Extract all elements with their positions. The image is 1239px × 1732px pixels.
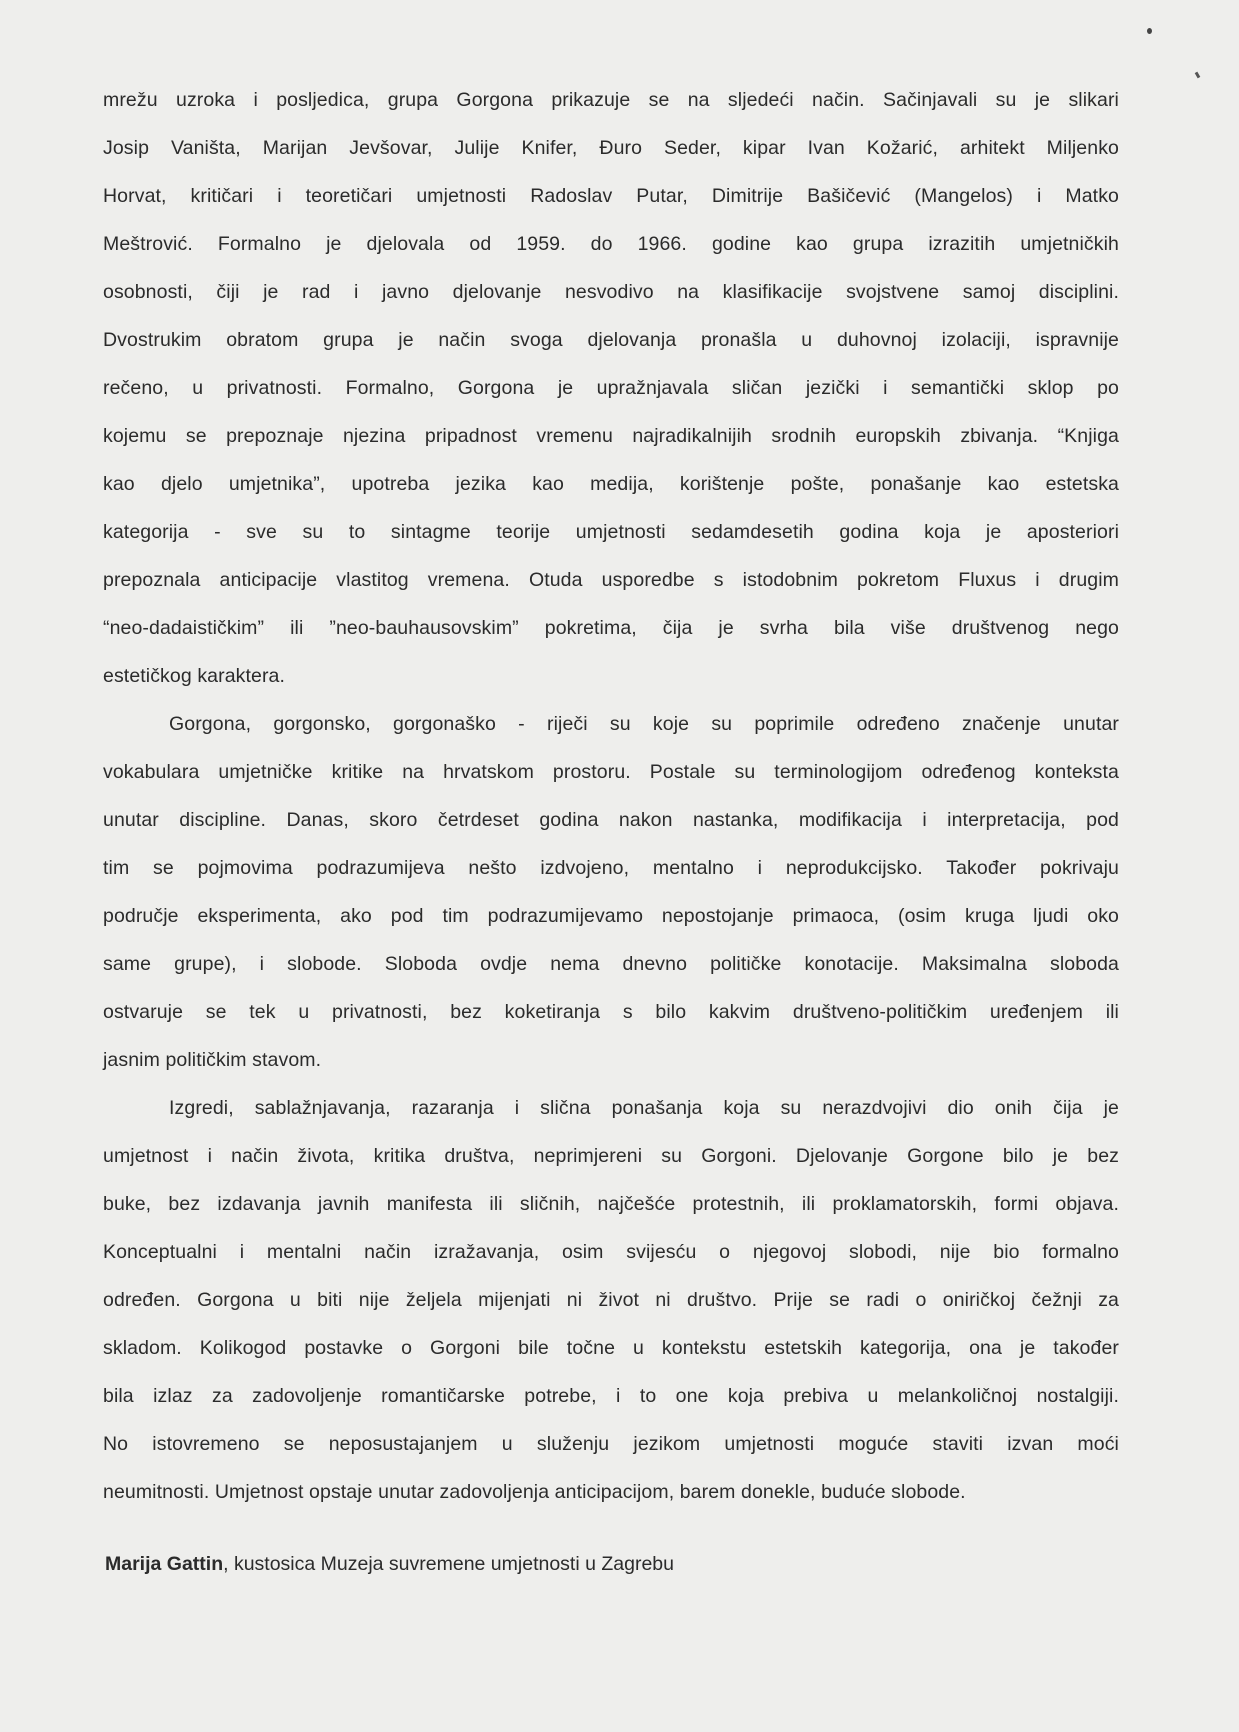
text-line: prepoznala anticipacije vlastitog vremena. Otuda usporedbe s istodobnim pokretom Fluxus i drugim [103, 569, 1119, 591]
text-line: područje eksperimenta, ako pod tim podrazumijevamo nepostojanje primaoca, (osim kruga ljudi oko [103, 905, 1119, 927]
text-line: Gorgona, gorgonsko, gorgonaško - riječi su koje su poprimile određeno značenje unutar [169, 713, 1119, 735]
text-line: Meštrović. Formalno je djelovala od 1959. do 1966. godine kao grupa izrazitih umjetničkih [103, 233, 1119, 255]
author-name: Marija Gattin [105, 1553, 224, 1575]
text-line: kategorija - sve su to sintagme teorije umjetnosti sedamdesetih godina koja je aposteriori [103, 521, 1119, 543]
text-line: unutar discipline. Danas, skoro četrdeset godina nakon nastanka, modifikacija i interpretacija, pod [103, 809, 1119, 831]
text-line: jasnim političkim stavom. [103, 1049, 322, 1071]
text-line: mrežu uzroka i posljedica, grupa Gorgona prikazuje se na sljedeći način. Sačinjavali su je slikari [103, 89, 1119, 111]
text-line: Josip Vaništa, Marijan Jevšovar, Julije Knifer, Đuro Seder, kipar Ivan Kožarić, arhitekt Miljenko [103, 137, 1119, 159]
text-line: estetičkog karaktera. [103, 665, 286, 687]
text-line: “neo-dadaističkim” ili ”neo-bauhausovskim” pokretima, čija je svrha bila više društvenog nego [103, 617, 1119, 639]
text-line: rečeno, u privatnosti. Formalno, Gorgona je upražnjavala sličan jezički i semantički sklop po [103, 377, 1119, 399]
author-signature [105, 1540, 674, 1588]
paragraph-2 [103, 700, 1119, 1084]
text-line: skladom. Kolikogod postavke o Gorgoni bile točne u kontekstu estetskih kategorija, ona je također [103, 1337, 1119, 1359]
text-line: Dvostrukim obratom grupa je način svoga djelovanja pronašla u duhovnoj izolaciji, ispravnije [103, 329, 1119, 351]
paragraph-1 [103, 76, 1119, 700]
text-line: bila izlaz za zadovoljenje romantičarske potrebe, i to one koja prebiva u melankoličnoj nostalgiji. [103, 1385, 1119, 1407]
text-line: Konceptualni i mentalni način izražavanja, osim svijesću o njegovoj slobodi, nije bio formalno [103, 1241, 1119, 1263]
paragraph-3 [103, 1084, 1119, 1516]
author-role: , kustosica Muzeja suvremene umjetnosti u Zagrebu [223, 1553, 674, 1575]
text-line: neumitnosti. Umjetnost opstaje unutar zadovoljenja anticipacijom, barem donekle, buduće slobode. [103, 1481, 966, 1503]
scan-speck [1147, 28, 1152, 34]
text-line: određen. Gorgona u biti nije željela mijenjati ni život ni društvo. Prije se radi o oniričkoj čežnji za [103, 1289, 1119, 1311]
scan-speck [1195, 72, 1201, 79]
text-line: ostvaruje se tek u privatnosti, bez koketiranja s bilo kakvim društveno-političkim uređenjem ili [103, 1001, 1119, 1023]
text-line: umjetnost i način života, kritika društva, neprimjereni su Gorgoni. Djelovanje Gorgone bilo je bez [103, 1145, 1119, 1167]
text-line: Horvat, kritičari i teoretičari umjetnosti Radoslav Putar, Dimitrije Bašičević (Mangelos) i Matko [103, 185, 1119, 207]
text-line: Izgredi, sablažnjavanja, razaranja i slična ponašanja koja su nerazdvojivi dio onih čija je [169, 1097, 1119, 1119]
text-line: kojemu se prepoznaje njezina pripadnost vremenu najradikalnijih srodnih europskih zbivanja. “Knjiga [103, 425, 1119, 447]
text-line: same grupe), i slobode. Sloboda ovdje nema dnevno političke konotacije. Maksimalna sloboda [103, 953, 1119, 975]
text-line: kao djelo umjetnika”, upotreba jezika kao medija, korištenje pošte, ponašanje kao estetska [103, 473, 1119, 495]
article-body [103, 76, 1119, 1516]
text-line: vokabulara umjetničke kritike na hrvatskom prostoru. Postale su terminologijom određenog konteksta [103, 761, 1119, 783]
text-line: osobnosti, čiji je rad i javno djelovanje nesvodivo na klasifikacije svojstvene samoj disciplini. [103, 281, 1119, 303]
text-line: No istovremeno se neposustajanjem u služenju jezikom umjetnosti moguće staviti izvan moći [103, 1433, 1119, 1455]
text-line: tim se pojmovima podrazumijeva nešto izdvojeno, mentalno i neprodukcijsko. Također pokrivaju [103, 857, 1119, 879]
text-line: buke, bez izdavanja javnih manifesta ili sličnih, najčešće protestnih, ili proklamatorskih, formi objava. [103, 1193, 1119, 1215]
